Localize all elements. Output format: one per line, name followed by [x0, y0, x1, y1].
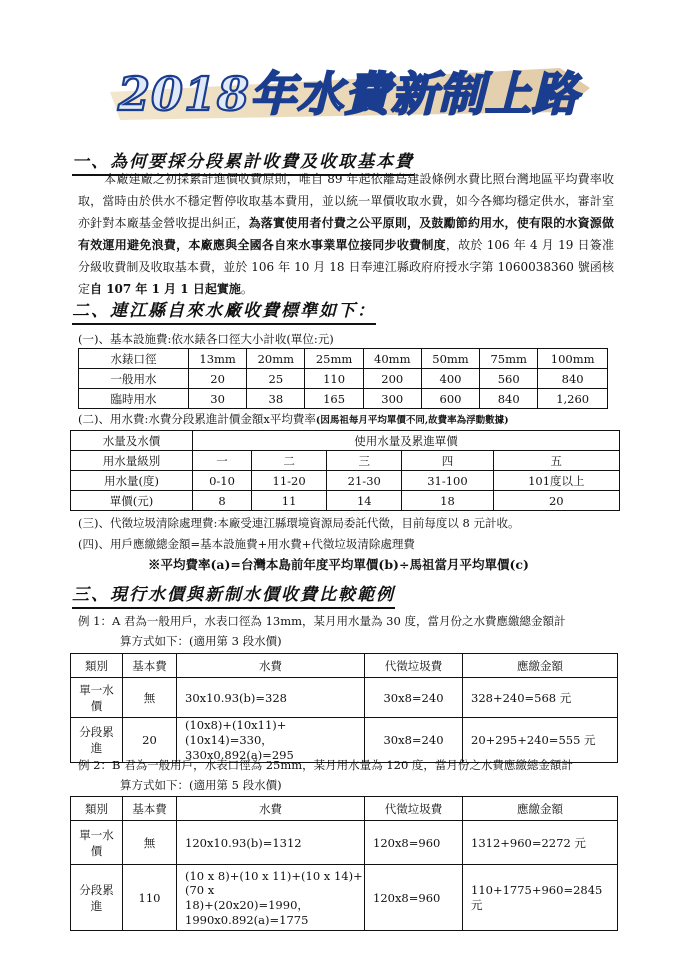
calc-line: 330x0.892(a)=295 [185, 748, 294, 762]
table-cell: 30 [189, 389, 247, 409]
example1-line1: 例 1：A 君為一般用戶，水表口徑為 13mm，某月用水量為 30 度，當月份之水費應繳總金額計 [78, 614, 566, 628]
table-cell: 101度以上 [493, 471, 619, 491]
section3-heading [72, 580, 395, 609]
table-cell: 75mm [480, 349, 538, 369]
table-cell: 20 [123, 718, 177, 763]
table-cell: 單價(元) [71, 491, 193, 511]
table-cell: 類別 [71, 797, 123, 821]
table-cell: 單一水價 [71, 821, 123, 865]
table-cell [177, 865, 365, 931]
table-cell: 165 [305, 389, 363, 409]
table-cell: 20 [189, 369, 247, 389]
table-cell: 水費 [177, 654, 365, 678]
table-row [71, 678, 618, 718]
calc-line: 1990x0.892(a)=1775 [185, 912, 309, 927]
calc-line: (10x8)+(10x11)+(10x14)=330， [185, 718, 287, 747]
table-cell: 二 [252, 451, 327, 471]
calc-line: 元 [471, 897, 483, 912]
table-cell: 分段累進 [71, 865, 123, 931]
table-cell: 328+240=568 元 [463, 678, 618, 718]
table-row [79, 349, 608, 369]
table-row [71, 654, 618, 678]
table-cell: 一般用水 [79, 369, 189, 389]
table-cell: 14 [327, 491, 402, 511]
table-cell: 無 [123, 678, 177, 718]
table-cell: 11 [252, 491, 327, 511]
table-cell [463, 865, 618, 931]
title-art [0, 48, 680, 128]
table-cell: 一 [193, 451, 252, 471]
para-bold-1: 為落實使用者付費之公平原則，及鼓勵節約用水，使有限的水資源做有效運用避免浪費，本廠應與全國各自來水事業單位接同步收費制度 [78, 216, 614, 252]
table-cell: 25mm [305, 349, 363, 369]
table-cell: 38 [247, 389, 305, 409]
sub1: (一)、基本設施費:依水錶各口徑大小計收(單位:元) [78, 332, 334, 346]
table-cell: 840 [538, 369, 608, 389]
example1-table [70, 653, 618, 763]
table-cell: 110 [305, 369, 363, 389]
table-row [79, 369, 608, 389]
table-cell: 400 [421, 369, 479, 389]
table-cell: 使用水量及累進單價 [193, 431, 620, 451]
example1-line2: 算方式如下：(適用第 3 段水價) [120, 634, 282, 648]
para-bold-2: 自 107 年 1 月 1 日起實施 [90, 282, 241, 296]
table-cell: 100mm [538, 349, 608, 369]
sub2 [78, 411, 509, 427]
table-cell: 水錶口徑 [79, 349, 189, 369]
table-row [71, 491, 620, 511]
table-cell: 11-20 [252, 471, 327, 491]
table-cell: 110 [123, 865, 177, 931]
table-row [71, 797, 618, 821]
table-cell: 1,260 [538, 389, 608, 409]
table-cell: 21-30 [327, 471, 402, 491]
section1-paragraph [78, 168, 614, 300]
table-cell: 30x8=240 [365, 678, 463, 718]
section1-heading-text: 一、為何要採分段累計收費及收取基本費 [72, 152, 414, 172]
para-end: 。 [240, 282, 253, 296]
example2-line1: 例 2：B 君為一般用戶，水表口徑為 25mm，某月用水量為 120 度，當月份之水費應繳總金額計 [78, 758, 573, 772]
table-cell: 類別 [71, 654, 123, 678]
example2-table [70, 796, 618, 931]
example1-text [78, 611, 618, 651]
table-cell: 用水量級別 [71, 451, 193, 471]
table-cell: 三 [327, 451, 402, 471]
sub4: (四)、用戶應繳總金額=基本設施費+用水費+代徵垃圾清除處理費 [78, 537, 415, 551]
table-cell: 31-100 [402, 471, 493, 491]
table-cell: 120x8=960 [365, 865, 463, 931]
table-cell: 代徵垃圾費 [365, 654, 463, 678]
calc-line: (10 x 8)+(10 x 11)+(10 x 14)+(70 x [185, 868, 363, 897]
table-cell: 560 [480, 369, 538, 389]
table-cell: 水費 [177, 797, 365, 821]
table-cell: 五 [493, 451, 619, 471]
table-cell: 20 [493, 491, 619, 511]
table-cell: 四 [402, 451, 493, 471]
table-cell: 13mm [189, 349, 247, 369]
table-cell: 應繳金額 [463, 797, 618, 821]
table-cell: 25 [247, 369, 305, 389]
sub3: (三)、代徵垃圾清除處理費:本廠受連江縣環境資源局委託代徵，目前每度以 8 元計收。 [78, 516, 520, 530]
sub2-note: (因馬祖每月平均單價不同,故費率為浮動數據) [315, 415, 509, 426]
table-cell: 20+295+240=555 元 [463, 718, 618, 763]
table-cell: 30x10.93(b)=328 [177, 678, 365, 718]
table-cell: 無 [123, 821, 177, 865]
basic-fee-table [78, 348, 608, 409]
table-cell: 600 [421, 389, 479, 409]
section2-heading-text: 二、連江縣自來水廠收費標準如下： [72, 301, 376, 321]
table-cell: 20mm [247, 349, 305, 369]
table-cell: 基本費 [123, 797, 177, 821]
table-cell: 300 [363, 389, 421, 409]
table-row [71, 821, 618, 865]
table-cell: 用水量(度) [71, 471, 193, 491]
section3-heading-text: 三、現行水價與新制水價收費比較範例 [72, 585, 395, 605]
section2-heading [72, 296, 376, 325]
table-cell: 200 [363, 369, 421, 389]
table-cell: 應繳金額 [463, 654, 618, 678]
table-cell: 1312+960=2272 元 [463, 821, 618, 865]
table-row [71, 451, 620, 471]
table-cell: 50mm [421, 349, 479, 369]
table-cell: 代徵垃圾費 [365, 797, 463, 821]
example2-text [78, 755, 618, 795]
sub2-text: (二)、用水費:水費分段累進計價金額x平均費率 [78, 412, 316, 426]
title-text: 2018年水費新制上路 [118, 67, 580, 121]
calc-line: 18)+(20x20)=1990， [185, 897, 309, 912]
table-cell: 840 [480, 389, 538, 409]
example2-line2: 算方式如下：(適用第 5 段水價) [120, 778, 282, 792]
table-cell: 8 [193, 491, 252, 511]
table-row [79, 389, 608, 409]
table-cell: 基本費 [123, 654, 177, 678]
table-cell: 0-10 [193, 471, 252, 491]
calc-line: 110+1775+960=2845 [471, 882, 603, 897]
para-text-2: ，故於 106 年 4 月 19 日簽准分級收費制及收取基本費，並於 106 年 10 月 18 日奉連江縣政府府授水字第 1060038360 號函核定 [78, 238, 614, 296]
water-fee-table [70, 430, 620, 511]
table-cell: 水量及水價 [71, 431, 193, 451]
para-text-1: 本廠建廠之初採累計進價收費原則，唯自 89 年起依離島建設條例水費比照台灣地區平均費率收取，當時由於供水不穩定暫停收取基本費用，並以統一單價收取水費，如今各鄉均穩定供水，審計室亦針對本廠基金營收提出糾正， [78, 172, 614, 230]
table-cell: 120x8=960 [365, 821, 463, 865]
table-cell: 40mm [363, 349, 421, 369]
table-row [71, 431, 620, 451]
table-cell: 30x8=240 [365, 718, 463, 763]
table-cell: 分段累進 [71, 718, 123, 763]
table-cell: 18 [402, 491, 493, 511]
table-cell: 120x10.93(b)=1312 [177, 821, 365, 865]
title-banner [0, 48, 680, 128]
table-cell: 臨時用水 [79, 389, 189, 409]
table-row [71, 865, 618, 931]
table-row [71, 471, 620, 491]
formula-note: ※平均費率(a)=台灣本島前年度平均單價(b)÷馬祖當月平均單價(c) [148, 557, 529, 572]
table-cell: 單一水價 [71, 678, 123, 718]
